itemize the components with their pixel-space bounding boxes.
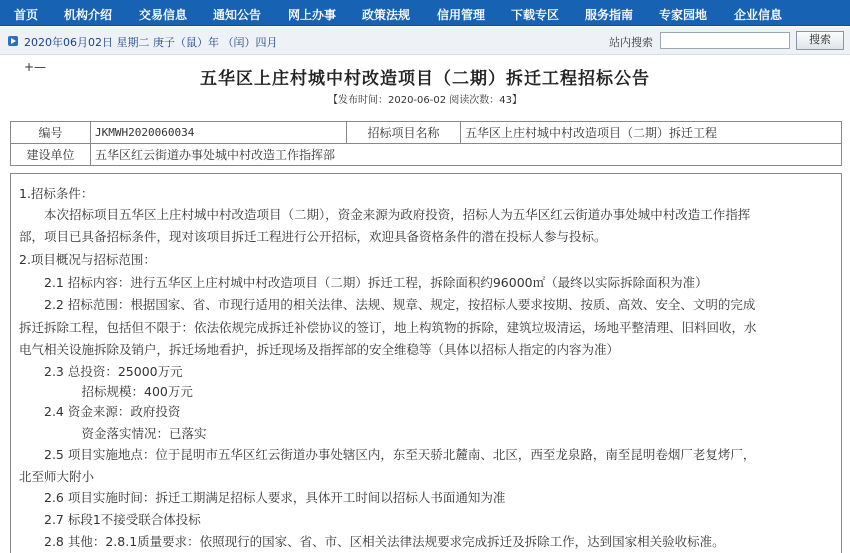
page-title: 五华区上庄村城中村改造项目（二期）拆迁工程招标公告 bbox=[200, 69, 650, 89]
body-line: 部，项目已具备招标条件，现对该项目拆迁工程进行公开招标，欢迎具备资格条件的潜在投标人参与投标。 bbox=[19, 229, 607, 244]
body-line: 2.2 招标范围：根据国家、省、市现行适用的相关法律、法规、规章、规定，按招标人要求按期、按质、高效、安全、文明的完成 bbox=[19, 297, 756, 312]
nav-item-10[interactable]: 企业信息 bbox=[734, 8, 783, 22]
publish-meta: 【发布时间：2020-06-02 阅读次数：43】 bbox=[327, 95, 523, 106]
nav-item-7[interactable]: 下载专区 bbox=[511, 8, 560, 22]
nav-item-1[interactable]: 机构介绍 bbox=[64, 8, 113, 22]
search-button[interactable]: 搜索 bbox=[796, 31, 844, 50]
body-line: 2.8 其他：2.8.1质量要求：依照现行的国家、省、市、区相关法律法规要求完成拆迁及拆除工作，达到国家相关验收标准。 bbox=[19, 534, 725, 549]
body-line: 电气相关设施拆除及销户，拆迁场地看护，拆迁现场及指挥部的安全维稳等（具体以招标人指定的内容为准） bbox=[19, 342, 620, 357]
body-line: 拆迁拆除工程，包括但不限于：依法依规完成拆迁补偿协议的签订，地上构筑物的拆除，建筑垃圾清运，场地平整清理、旧料回收，水 bbox=[19, 320, 757, 335]
body-line: 2.1 招标内容：进行五华区上庄村城中村改造项目（二期）拆迁工程，拆除面积约96000㎡（最终以实际拆除面积为准） bbox=[19, 275, 708, 290]
play-icon bbox=[8, 36, 18, 46]
font-size-toggle[interactable]: +— bbox=[24, 60, 47, 74]
body-line: 北至师大附小 bbox=[19, 469, 95, 484]
unit-label: 建设单位 bbox=[11, 144, 91, 166]
article-body bbox=[10, 173, 842, 553]
nav-item-2[interactable]: 交易信息 bbox=[139, 8, 188, 22]
body-line: 2.6 项目实施时间：拆迁工期满足招标人要求，具体开工时间以招标人书面通知为准 bbox=[19, 490, 506, 505]
body-line: 资金落实情况：已落实 bbox=[19, 426, 207, 441]
nav-item-4[interactable]: 网上办事 bbox=[288, 8, 337, 22]
date-text: 2020年06月02日 星期二 庚子（鼠）年 （闰）四月 bbox=[24, 36, 278, 49]
body-line: 2.项目概况与招标范围： bbox=[19, 252, 156, 267]
nav-item-5[interactable]: 政策法规 bbox=[362, 8, 411, 22]
search-label: 站内搜索 bbox=[609, 36, 653, 49]
nav-item-0[interactable]: 首页 bbox=[14, 8, 39, 22]
project-label: 招标项目名称 bbox=[347, 122, 461, 144]
code-label: 编号 bbox=[11, 122, 91, 144]
body-line: 招标规模：400万元 bbox=[19, 384, 193, 399]
body-line: 2.5 项目实施地点：位于昆明市五华区红云街道办事处辖区内，东至天骄北麓南、北区，西至龙泉路，南至昆明卷烟厂老复烤厂， bbox=[19, 447, 756, 462]
code-value: JKMWH2020060034 bbox=[91, 122, 347, 144]
body-line: 1.招标条件： bbox=[19, 186, 94, 201]
body-line: 2.4 资金来源：政府投资 bbox=[19, 404, 181, 419]
info-table bbox=[10, 121, 842, 166]
top-nav bbox=[0, 0, 850, 26]
nav-item-9[interactable]: 专家园地 bbox=[659, 8, 708, 22]
project-value: 五华区上庄村城中村改造项目（二期）拆迁工程 bbox=[461, 122, 842, 144]
nav-item-8[interactable]: 服务指南 bbox=[585, 8, 634, 22]
nav-item-3[interactable]: 通知公告 bbox=[213, 8, 262, 22]
body-line: 2.3 总投资：25000万元 bbox=[19, 364, 183, 379]
unit-value: 五华区红云街道办事处城中村改造工作指挥部 bbox=[91, 144, 842, 166]
body-line: 本次招标项目五华区上庄村城中村改造项目（二期），资金来源为政府投资，招标人为五华区红云街道办事处城中村改造工作指挥 bbox=[19, 207, 751, 222]
search-input[interactable] bbox=[660, 32, 790, 49]
body-line: 2.7 标段1不接受联合体投标 bbox=[19, 512, 201, 527]
nav-item-6[interactable]: 信用管理 bbox=[437, 8, 486, 22]
date-bar bbox=[0, 27, 850, 55]
